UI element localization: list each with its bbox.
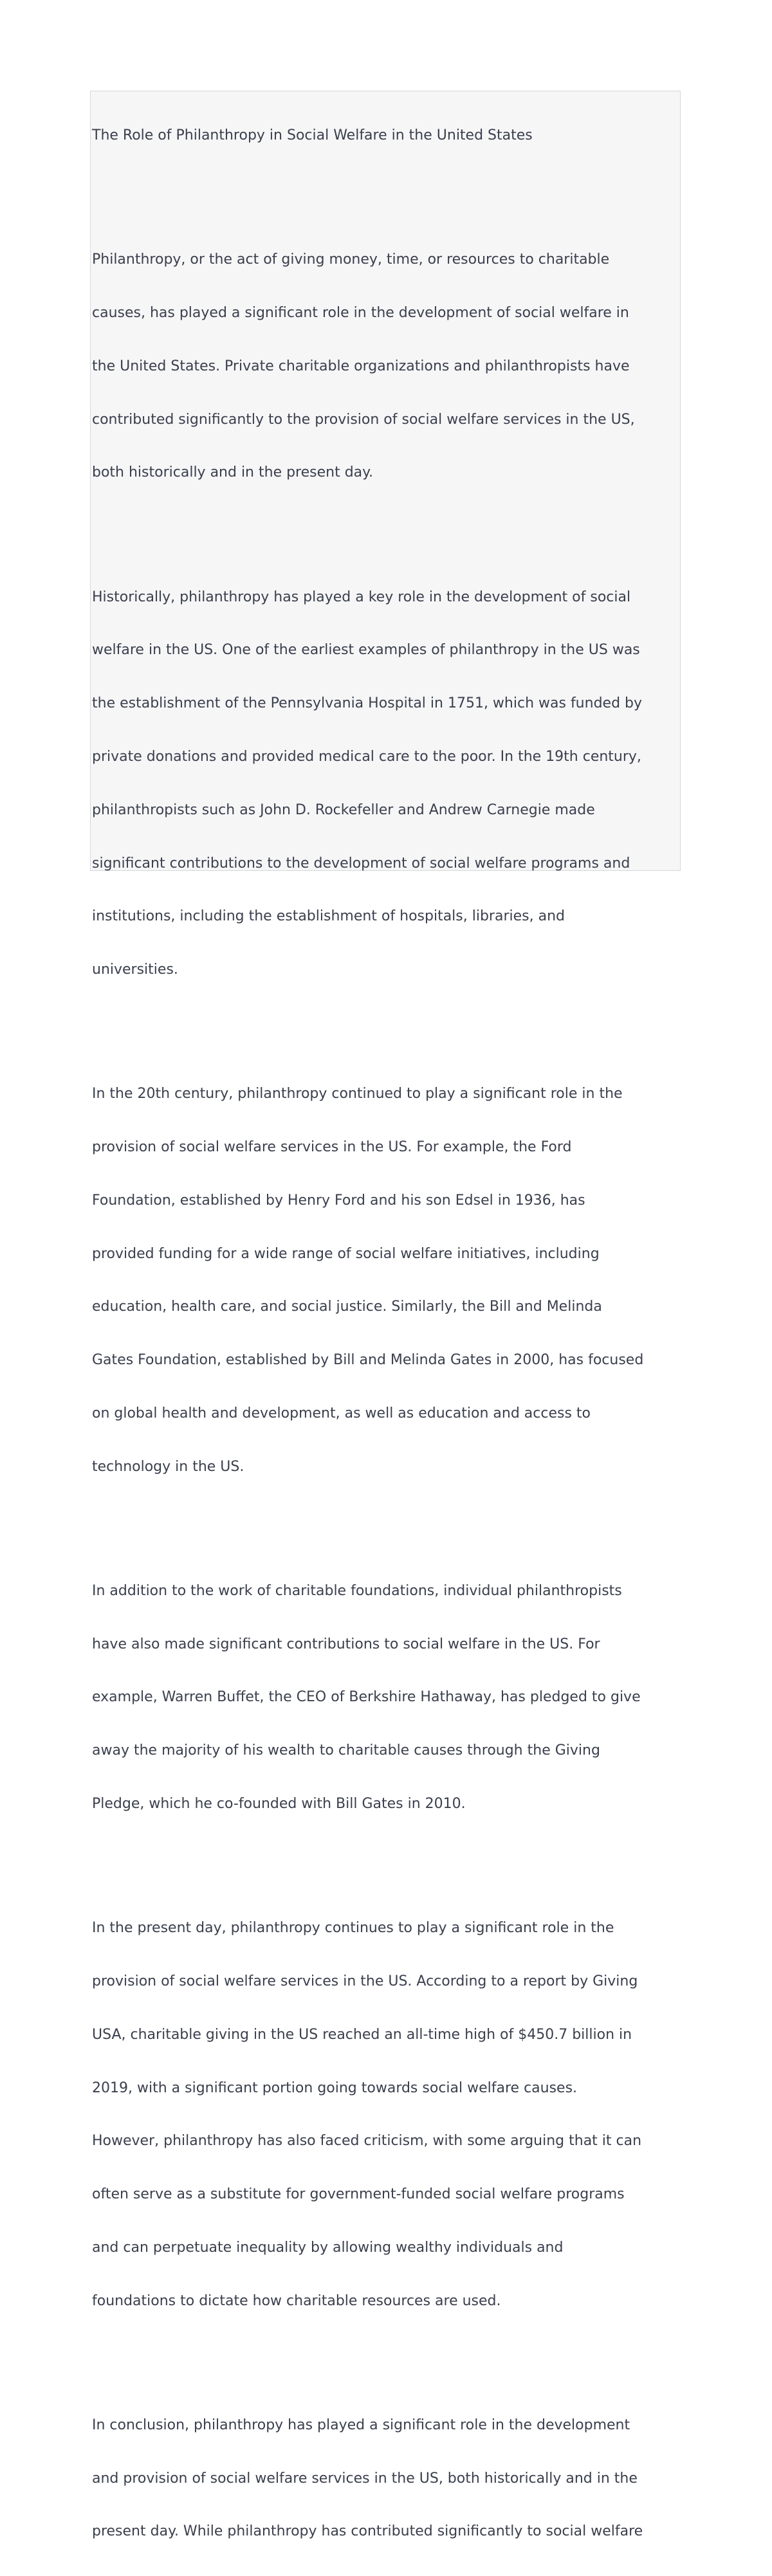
paragraph-4-line: example, Warren Buffet, the CEO of Berkshire Hathaway, has pledged to give <box>92 1689 641 1706</box>
paragraph-5-line: 2019, with a significant portion going towards social welfare causes. <box>92 2079 578 2096</box>
paragraph-3-line: Gates Foundation, established by Bill and Melinda Gates in 2000, has focused <box>92 1352 644 1369</box>
paragraph-1-line: the United States. Private charitable organizations and philanthropists have <box>92 358 630 374</box>
paragraph-spacer <box>92 1512 683 1530</box>
paragraph-5-line: often serve as a substitute for government-funded social welfare programs <box>92 2186 625 2203</box>
paragraph-3-line: In the 20th century, philanthropy continued to play a significant role in the <box>92 1086 623 1102</box>
paragraph-5-line: In the present day, philanthropy continues to play a significant role in the <box>92 1920 614 1937</box>
paragraph-3-line: provision of social welfare services in the US. For example, the Ford <box>92 1139 572 1156</box>
paragraph-3-line: on global health and development, as well as education and access to <box>92 1405 591 1421</box>
paragraph-4-line: have also made significant contributions to social welfare in the US. For <box>92 1636 600 1652</box>
paragraph-3-line: Foundation, established by Henry Ford and his son Edsel in 1936, has <box>92 1192 585 1209</box>
paragraph-4-line: In addition to the work of charitable foundations, individual philanthropists <box>92 1582 622 1599</box>
paragraph-spacer <box>92 1014 683 1032</box>
paragraph-2-line: significant contributions to the development of social welfare programs and <box>92 855 630 872</box>
paragraph-5-line: foundations to dictate how charitable resources are used. <box>92 2292 501 2309</box>
paragraph-1-line: Philanthropy, or the act of giving money, time, or resources to charitable <box>92 251 610 268</box>
paragraph-2-line: philanthropists such as John D. Rockefeller and Andrew Carnegie made <box>92 801 595 818</box>
paragraph-2-line: welfare in the US. One of the earliest examples of philanthropy in the US was <box>92 642 640 659</box>
paragraph-2-line: universities. <box>92 962 178 978</box>
paragraph-3-line: technology in the US. <box>92 1458 244 1475</box>
paragraph-6-line: present day. While philanthropy has contributed significantly to social welfare <box>92 2523 643 2540</box>
paragraph-2-line: private donations and provided medical care to the poor. In the 19th century, <box>92 748 641 765</box>
paragraph-spacer <box>92 180 683 198</box>
paragraph-6-line: and provision of social welfare services in the US, both historically and in the <box>92 2470 638 2487</box>
paragraph-1-line: causes, has played a significant role in the development of social welfare in <box>92 305 629 322</box>
paragraph-spacer <box>92 517 683 535</box>
paragraph-6-line: In conclusion, philanthropy has played a significant role in the development <box>92 2416 630 2433</box>
paragraph-5-line: USA, charitable giving in the US reached an all-time high of $450.7 billion in <box>92 2026 632 2043</box>
document-text-box <box>90 91 681 2540</box>
paragraph-3-line: provided funding for a wide range of social welfare initiatives, including <box>92 1245 600 1262</box>
paragraph-2-line: the establishment of the Pennsylvania Hospital in 1751, which was funded by <box>92 695 643 712</box>
paragraph-1-line: both historically and in the present day. <box>92 464 374 481</box>
paragraph-5-line: and can perpetuate inequality by allowing wealthy individuals and <box>92 2239 564 2256</box>
paragraph-4-line: Pledge, which he co-founded with Bill Gates in 2010. <box>92 1796 466 1812</box>
document-title: The Role of Philanthropy in Social Welfare in the United States <box>92 127 533 144</box>
paragraph-4-line: away the majority of his wealth to charitable causes through the Giving <box>92 1742 600 1759</box>
paragraph-3-line: education, health care, and social justice. Similarly, the Bill and Melinda <box>92 1299 602 1315</box>
document-body <box>92 91 683 2576</box>
paragraph-2-line: institutions, including the establishment of hospitals, libraries, and <box>92 908 565 925</box>
paragraph-5-line: provision of social welfare services in the US. According to a report by Giving <box>92 1973 638 1989</box>
paragraph-5-line: However, philanthropy has also faced criticism, with some arguing that it can <box>92 2133 642 2150</box>
paragraph-1-line: contributed significantly to the provision of social welfare services in the US, <box>92 411 635 428</box>
paragraph-spacer <box>92 2345 683 2363</box>
paragraph-2-line: Historically, philanthropy has played a key role in the development of social <box>92 589 631 605</box>
paragraph-spacer <box>92 1849 683 1867</box>
